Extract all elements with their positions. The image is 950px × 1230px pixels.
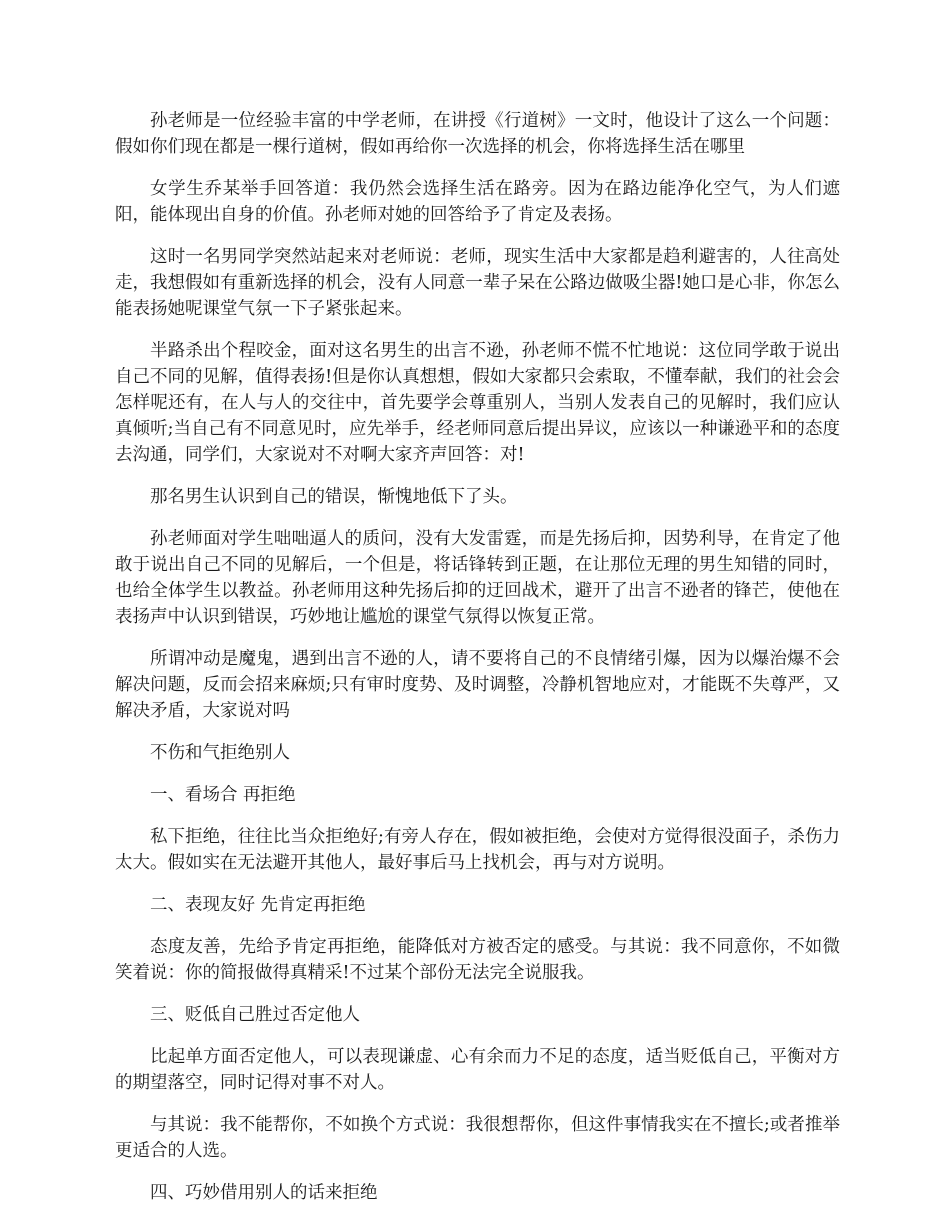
section-heading: 二、表现友好 先肯定再拒绝 xyxy=(150,895,366,915)
paragraph: 孙老师是一位经验丰富的中学老师，在讲授《行道树》一文时，他设计了这么一个问题：假如你们现在都是一棵行道树，假如再给你一次选择的机会，你将选择生活在哪里 xyxy=(115,111,840,157)
paragraph: 那名男生认识到自己的错误，惭愧地低下了头。 xyxy=(150,487,518,507)
section-heading: 一、看场合 再拒绝 xyxy=(150,785,296,805)
paragraph: 这时一名男同学突然站起来对老师说：老师，现实生活中大家都是趋利避害的，人往高处走，我想假如有重新选择的机会，没有人同意一辈子呆在公路边做吸尘器!她口是心非，你怎么能表扬她呢课堂气氛一下子紧张起来。 xyxy=(115,247,840,319)
paragraph: 与其说：我不能帮你，不如换个方式说：我很想帮你，但这件事情我实在不擅长;或者推举更适合的人选。 xyxy=(115,1115,840,1161)
paragraph: 女学生乔某举手回答道：我仍然会选择生活在路旁。因为在路边能净化空气，为人们遮阳，能体现出自身的价值。孙老师对她的回答给予了肯定及表扬。 xyxy=(115,179,840,225)
section-title: 不伤和气拒绝别人 xyxy=(150,743,290,763)
section-heading: 三、贬低自己胜过否定他人 xyxy=(150,1005,360,1025)
paragraph: 态度友善，先给予肯定再拒绝，能降低对方被否定的感受。与其说：我不同意你，不如微笑着说：你的简报做得真精采!不过某个部份无法完全说服我。 xyxy=(115,937,840,983)
paragraph: 半路杀出个程咬金，面对这名男生的出言不逊，孙老师不慌不忙地说：这位同学敢于说出自己不同的见解，值得表扬!但是你认真想想，假如大家都只会索取，不懂奉献，我们的社会会怎样呢还有，在人与人的交往中，首先要学会尊重别人，当别人发表自己的见解时，我们应认真倾听;当自己有不同意见时，应先举手，经老师同意后提出异议，应该以一种谦逊平和的态度去沟通，同学们，大家说对不对啊大家齐声回答：对! xyxy=(115,341,840,465)
paragraph: 孙老师面对学生咄咄逼人的质问，没有大发雷霆，而是先扬后抑，因势利导，在肯定了他敢于说出自己不同的见解后，一个但是，将话锋转到正题，在让那位无理的男生知错的同时，也给全体学生以教益。孙老师用这种先扬后抑的迂回战术，避开了出言不逊者的锋芒，使他在表扬声中认识到错误，巧妙地让尴尬的课堂气氛得以恢复正常。 xyxy=(115,529,840,627)
paragraph: 所谓冲动是魔鬼，遇到出言不逊的人，请不要将自己的不良情绪引爆，因为以爆治爆不会解决问题，反而会招来麻烦;只有审时度势、及时调整，冷静机智地应对，才能既不失尊严，又解决矛盾，大家说对吗 xyxy=(115,649,840,721)
paragraph: 私下拒绝，往往比当众拒绝好;有旁人存在，假如被拒绝，会使对方觉得很没面子，杀伤力太大。假如实在无法避开其他人，最好事后马上找机会，再与对方说明。 xyxy=(115,827,840,873)
section-heading: 四、巧妙借用别人的话来拒绝 xyxy=(150,1183,378,1203)
document-body xyxy=(115,108,840,1222)
paragraph: 比起单方面否定他人，可以表现谦虚、心有余而力不足的态度，适当贬低自己，平衡对方的期望落空，同时记得对事不对人。 xyxy=(115,1047,840,1093)
